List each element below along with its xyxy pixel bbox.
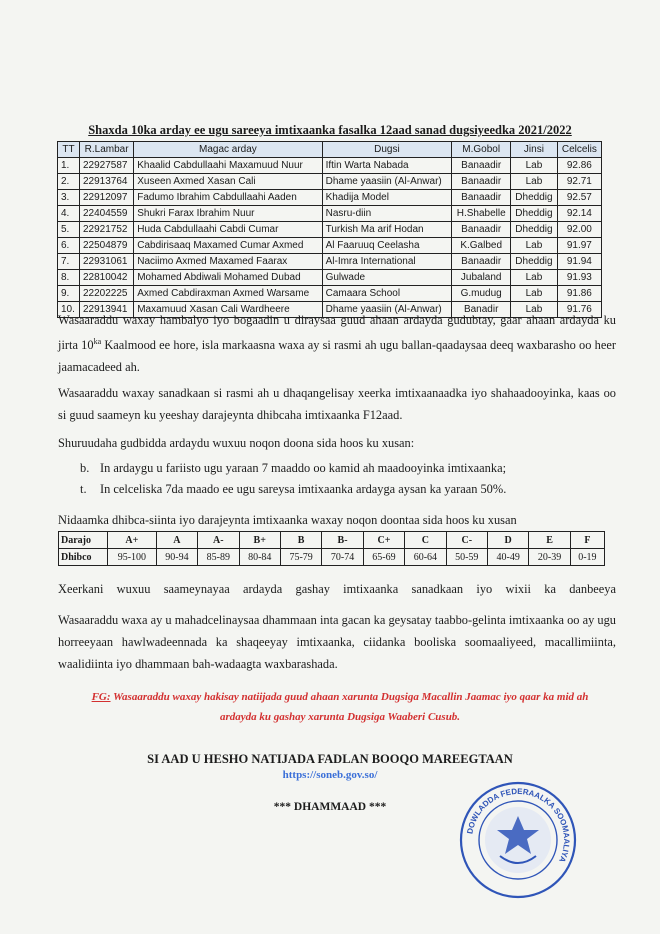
- table-row: [58, 206, 602, 222]
- regulation-paragraph: Wasaaraddu waxay sanadkaan si rasmi ah u dhaqangelisay xeerka imtixaanaadka iyo shahaadooyinka, kaas oo si guud saameyn ku yeeshay darajeynta dhibcaha imtixaanka F12aad.: [58, 386, 616, 422]
- table-title: Shaxda 10ka arday ee ugu sareeya imtixaanka fasalka 12aad sanad dugsiyeedka 2021/2022: [88, 123, 572, 137]
- table-cell: Lab: [511, 270, 558, 286]
- range-cell: 0-19: [570, 549, 604, 566]
- scope-paragraph: Xeerkani wuxuu saameynayaa ardayda gashay imtixaanka sanadkaan iyo wixii ka danbeeya: [58, 582, 616, 596]
- range-cell: 95-100: [108, 549, 157, 566]
- table-cell: Fadumo Ibrahim Cabdullaahi Aaden: [134, 190, 322, 206]
- grade-cell: F: [570, 532, 604, 549]
- table-cell: Dheddig: [511, 254, 558, 270]
- grade-cell: B+: [239, 532, 280, 549]
- table-cell: 5.: [58, 222, 80, 238]
- table-cell: G.mudug: [452, 286, 511, 302]
- grade-cell: A: [156, 532, 197, 549]
- top-students-table: [57, 141, 602, 318]
- table-cell: Naciimo Axmed Maxamed Faarax: [134, 254, 322, 270]
- column-header: Jinsi: [511, 142, 558, 158]
- column-header: M.Gobol: [452, 142, 511, 158]
- table-cell: Xuseen Axmed Xasan Cali: [134, 174, 322, 190]
- column-header: Dugsi: [322, 142, 452, 158]
- table-cell: Nasru-diin: [322, 206, 452, 222]
- grade-cell: C+: [363, 532, 404, 549]
- table-cell: 22504879: [80, 238, 134, 254]
- table-cell: 8.: [58, 270, 80, 286]
- grade-cell: A+: [108, 532, 157, 549]
- table-cell: 22913764: [80, 174, 134, 190]
- table-cell: Banaadir: [452, 254, 511, 270]
- grade-row: [59, 532, 605, 549]
- table-cell: Iftin Warta Nabada: [322, 158, 452, 174]
- grade-cell: B-: [322, 532, 363, 549]
- table-cell: Lab: [511, 158, 558, 174]
- table-cell: Dhame yaasiin (Al-Anwar): [322, 302, 452, 318]
- table-row: [58, 286, 602, 302]
- grade-cell: D: [487, 532, 528, 549]
- table-cell: Lab: [511, 238, 558, 254]
- condition-item-2: t. In celceliska 7da maado ee ugu sareysa imtixaanka ardayga aysan ka yaraan 50%.: [80, 482, 507, 496]
- table-cell: Mohamed Abdiwali Mohamed Dubad: [134, 270, 322, 286]
- table-cell: 92.71: [557, 174, 601, 190]
- thanks-paragraph: Wasaaraddu waxa ay u mahadcelinaysaa dhammaan inta gacan ka geysatay taabbo-gelinta imtixaanka oo ay ugu horreeyaan hawlwadeennada ka shaqeeyay imtixaanka, ciidanka booliska soomaaliyeed, macallimiinta, waalidiinta iyo dhammaan bah-wadaagta waxbarashada.: [58, 613, 616, 671]
- table-cell: 22912097: [80, 190, 134, 206]
- table-cell: Camaara School: [322, 286, 452, 302]
- table-row: [58, 270, 602, 286]
- table-cell: 91.76: [557, 302, 601, 318]
- range-cell: 90-94: [156, 549, 197, 566]
- table-cell: 22810042: [80, 270, 134, 286]
- note-label: FG:: [91, 691, 111, 703]
- table-row: [58, 190, 602, 206]
- table-cell: H.Shabelle: [452, 206, 511, 222]
- range-cell: 20-39: [529, 549, 570, 566]
- grade-cell: A-: [198, 532, 239, 549]
- conditions-intro: Shuruudaha gudbidda ardaydu wuxuu noqon doona sida hoos ku xusan:: [58, 436, 415, 450]
- table-cell: Banaadir: [452, 222, 511, 238]
- table-cell: 22202225: [80, 286, 134, 302]
- column-header: R.Lambar: [80, 142, 134, 158]
- table-cell: Banaadir: [452, 174, 511, 190]
- table-cell: 2.: [58, 174, 80, 190]
- table-cell: Jubaland: [452, 270, 511, 286]
- grading-intro: Nidaamka dhibca-siinta iyo darajeynta imtixaanka waxay noqon doontaa sida hoos ku xusan: [58, 513, 517, 527]
- grade-row-label: Darajo: [59, 532, 108, 549]
- table-cell: 22927587: [80, 158, 134, 174]
- table-row: [58, 238, 602, 254]
- closing-text: SI AAD U HESHO NATIJADA FADLAN BOOQO MAREEGTAAN: [147, 752, 513, 766]
- table-row: [58, 174, 602, 190]
- table-row: [58, 222, 602, 238]
- range-cell: 60-64: [405, 549, 446, 566]
- table-cell: 3.: [58, 190, 80, 206]
- website-link[interactable]: https://soneb.gov.so/: [282, 769, 378, 781]
- range-cell: 75-79: [280, 549, 321, 566]
- table-cell: 4.: [58, 206, 80, 222]
- grading-table: [58, 531, 605, 566]
- range-cell: 50-59: [446, 549, 487, 566]
- table-cell: Khadija Model: [322, 190, 452, 206]
- table-cell: 92.14: [557, 206, 601, 222]
- table-cell: 1.: [58, 158, 80, 174]
- table-cell: Dheddig: [511, 222, 558, 238]
- table-cell: 22921752: [80, 222, 134, 238]
- grade-cell: E: [529, 532, 570, 549]
- table-cell: 22913941: [80, 302, 134, 318]
- table-cell: 22931061: [80, 254, 134, 270]
- table-cell: Banaadir: [452, 190, 511, 206]
- table-cell: 6.: [58, 238, 80, 254]
- table-cell: Lab: [511, 302, 558, 318]
- condition-item-1: b. In ardaygu u fariisto ugu yaraan 7 maaddo oo kamid ah maadooyinka imtixaanka;: [80, 461, 507, 475]
- table-row: [58, 158, 602, 174]
- table-cell: Turkish Ma arif Hodan: [322, 222, 452, 238]
- end-marker: *** DHAMMAAD ***: [273, 801, 387, 813]
- table-cell: Dheddig: [511, 190, 558, 206]
- table-cell: Cabdirisaaq Maxamed Cumar Axmed: [134, 238, 322, 254]
- table-cell: Al-Imra International: [322, 254, 452, 270]
- table-cell: 91.93: [557, 270, 601, 286]
- table-cell: Dhame yaasiin (Al-Anwar): [322, 174, 452, 190]
- table-cell: Maxamuud Xasan Cali Wardheere: [134, 302, 322, 318]
- table-cell: 91.86: [557, 286, 601, 302]
- table-cell: Gulwade: [322, 270, 452, 286]
- grade-cell: C-: [446, 532, 487, 549]
- official-seal-icon: [458, 780, 578, 900]
- column-header: Magac arday: [134, 142, 322, 158]
- column-header: TT: [58, 142, 80, 158]
- range-cell: 40-49: [487, 549, 528, 566]
- grade-cell: C: [405, 532, 446, 549]
- table-cell: 22404559: [80, 206, 134, 222]
- table-cell: 91.94: [557, 254, 601, 270]
- closing-block: [0, 752, 660, 781]
- table-cell: 9.: [58, 286, 80, 302]
- table-cell: Huda Cabdullaahi Cabdi Cumar: [134, 222, 322, 238]
- table-row: [58, 254, 602, 270]
- table-cell: 7.: [58, 254, 80, 270]
- note-text: FG: Wasaaraddu waxay hakisay natiijada guud ahaan xarunta Dugsiga Macallin Jaamac iyo qaar ka mid ah ardayda ku gashay xarunta Dugsiga Waaberi Cusub.: [91, 691, 589, 723]
- table-cell: 91.97: [557, 238, 601, 254]
- seal-text: DOWLADDA FEDERAALKA SOOMAALIYA: [465, 786, 572, 864]
- range-cell: 80-84: [239, 549, 280, 566]
- range-row: [59, 549, 605, 566]
- range-cell: 65-69: [363, 549, 404, 566]
- table-cell: 92.86: [557, 158, 601, 174]
- range-cell: 70-74: [322, 549, 363, 566]
- range-row-label: Dhibco: [59, 549, 108, 566]
- table-cell: Lab: [511, 286, 558, 302]
- table-cell: Al Faaruuq Ceelasha: [322, 238, 452, 254]
- table-cell: K.Galbed: [452, 238, 511, 254]
- column-header: Celcelis: [557, 142, 601, 158]
- table-cell: Axmed Cabdiraxman Axmed Warsame: [134, 286, 322, 302]
- table-cell: Lab: [511, 174, 558, 190]
- table-cell: 92.00: [557, 222, 601, 238]
- table-header-row: [58, 142, 602, 158]
- table-cell: 92.57: [557, 190, 601, 206]
- table-cell: Dheddig: [511, 206, 558, 222]
- table-cell: Shukri Farax Ibrahim Nuur: [134, 206, 322, 222]
- congratulations-paragraph: Wasaaraddu waxay hambalyo iyo bogaadin u diraysaa guud ahaan ardayda gudubtay, gaar ahaan ardayda ku jirta $10^{ka}$ Kaalmood ee hore, isla markaasna waxa ay si rasmi ah ugu ballan-qaadaysaa deeq waxbarasho oo heer jaamacadeed ah.: [58, 313, 616, 375]
- table-cell: Khaalid Cabdullaahi Maxamuud Nuur: [134, 158, 322, 174]
- grade-cell: B: [280, 532, 321, 549]
- table-cell: 10.: [58, 302, 80, 318]
- range-cell: 85-89: [198, 549, 239, 566]
- table-cell: Banadir: [452, 302, 511, 318]
- table-body: [58, 158, 602, 318]
- table-cell: Banaadir: [452, 158, 511, 174]
